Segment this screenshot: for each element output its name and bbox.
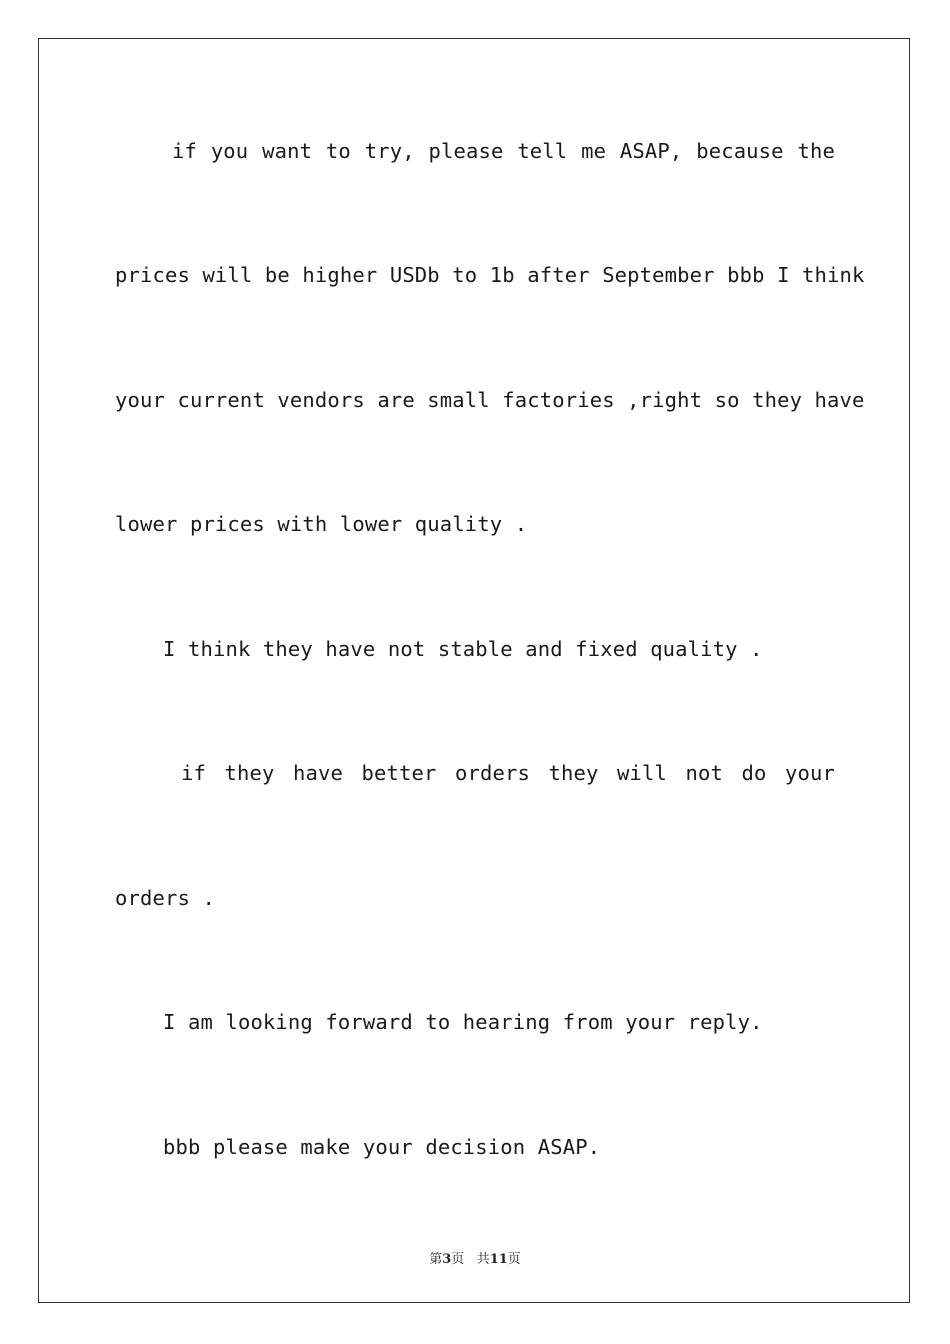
word: ASAP,: [619, 139, 683, 163]
word: please: [428, 139, 504, 163]
word: orders: [455, 761, 530, 785]
paragraph-1-line-3: your current vendors are small factories ,right so they have: [115, 388, 865, 412]
page-frame: [38, 38, 910, 1303]
word: your: [785, 761, 835, 785]
word: will: [616, 761, 667, 785]
page-footer: [0, 1248, 950, 1267]
footer-total-pages: 11: [489, 1252, 508, 1267]
word: try,: [364, 139, 415, 163]
word: if: [172, 139, 197, 163]
paragraph-3-line-1: [115, 761, 835, 785]
word: not: [685, 761, 723, 785]
paragraph-4-line-1: I am looking forward to hearing from your reply.: [163, 1010, 763, 1034]
paragraph-1-line-4: lower prices with lower quality .: [115, 512, 528, 536]
paragraph-2-line-1: I think they have not stable and fixed quality .: [163, 637, 763, 661]
paragraph-1-line-2: prices will be higher USDb to 1b after September bbb I think: [115, 263, 865, 287]
word: tell: [517, 139, 568, 163]
word: you: [210, 139, 249, 163]
word: the: [797, 139, 835, 163]
word: me: [581, 139, 607, 163]
footer-page-number: 3: [442, 1252, 452, 1267]
word: do: [741, 761, 767, 785]
word: because: [696, 139, 784, 163]
paragraph-1-line-1: [115, 139, 835, 163]
paragraph-5-line-1: bbb please make your decision ASAP.: [163, 1135, 601, 1159]
word: if: [181, 761, 206, 785]
paragraph-3-line-2: orders .: [115, 886, 215, 910]
footer-total-unit: 页: [507, 1252, 521, 1267]
word: they: [224, 761, 275, 785]
footer-page-unit: 页: [451, 1252, 465, 1267]
footer-prefix: 第: [429, 1252, 443, 1267]
word: better: [361, 761, 437, 785]
footer-total-prefix: 共: [476, 1252, 490, 1267]
word: have: [293, 761, 343, 785]
word: they: [548, 761, 599, 785]
word: to: [325, 139, 351, 163]
word: want: [262, 139, 313, 163]
